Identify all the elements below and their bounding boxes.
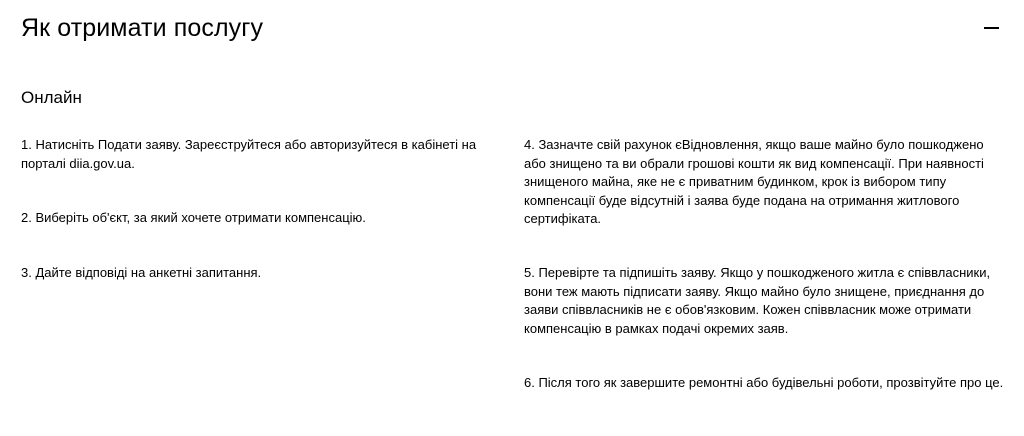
step-2-text: 2. Виберіть об'єкт, за який хочете отримати компенсацію. (21, 210, 366, 225)
step-4-text: 4. Зазначте свій рахунок єВідновлення, якщо ваше майно було пошкоджено або знищено та ви обрали грошові кошти як вид компенсації. При наявності знищеного майна, яке не є приватним будинком, крок із вибором типу компенсації буде відсутній і заява буде подана на отримання житлового сертифіката. (524, 137, 984, 226)
step-3-text: 3. Дайте відповіді на анкетні запитання. (21, 265, 262, 280)
section-header (0, 0, 1024, 60)
step-1-text: 1. Натисніть Подати заяву. Зареєструйтеся або авторизуйтеся в кабінеті на порталі diia.gov.ua. (21, 137, 477, 171)
collapse-toggle-button[interactable] (978, 14, 1008, 42)
minus-icon (984, 27, 999, 29)
section-title: Як отримати послугу (21, 14, 264, 42)
step-6-text: 6. Після того як завершите ремонтні або будівельні роботи, прозвітуйте про це. (524, 375, 1004, 390)
step-5-text: 5. Перевірте та підпишіть заяву. Якщо у пошкодженого житла є співвласники, вони теж мають підписати заяву. Якщо майно було знищене, приєднання до заяви співвласників не є обов'язковим. Кожен співвласник може отримати компенсацію в рамках подачі окремих заяв. (524, 265, 991, 336)
online-subsection-title: Онлайн (21, 88, 82, 107)
